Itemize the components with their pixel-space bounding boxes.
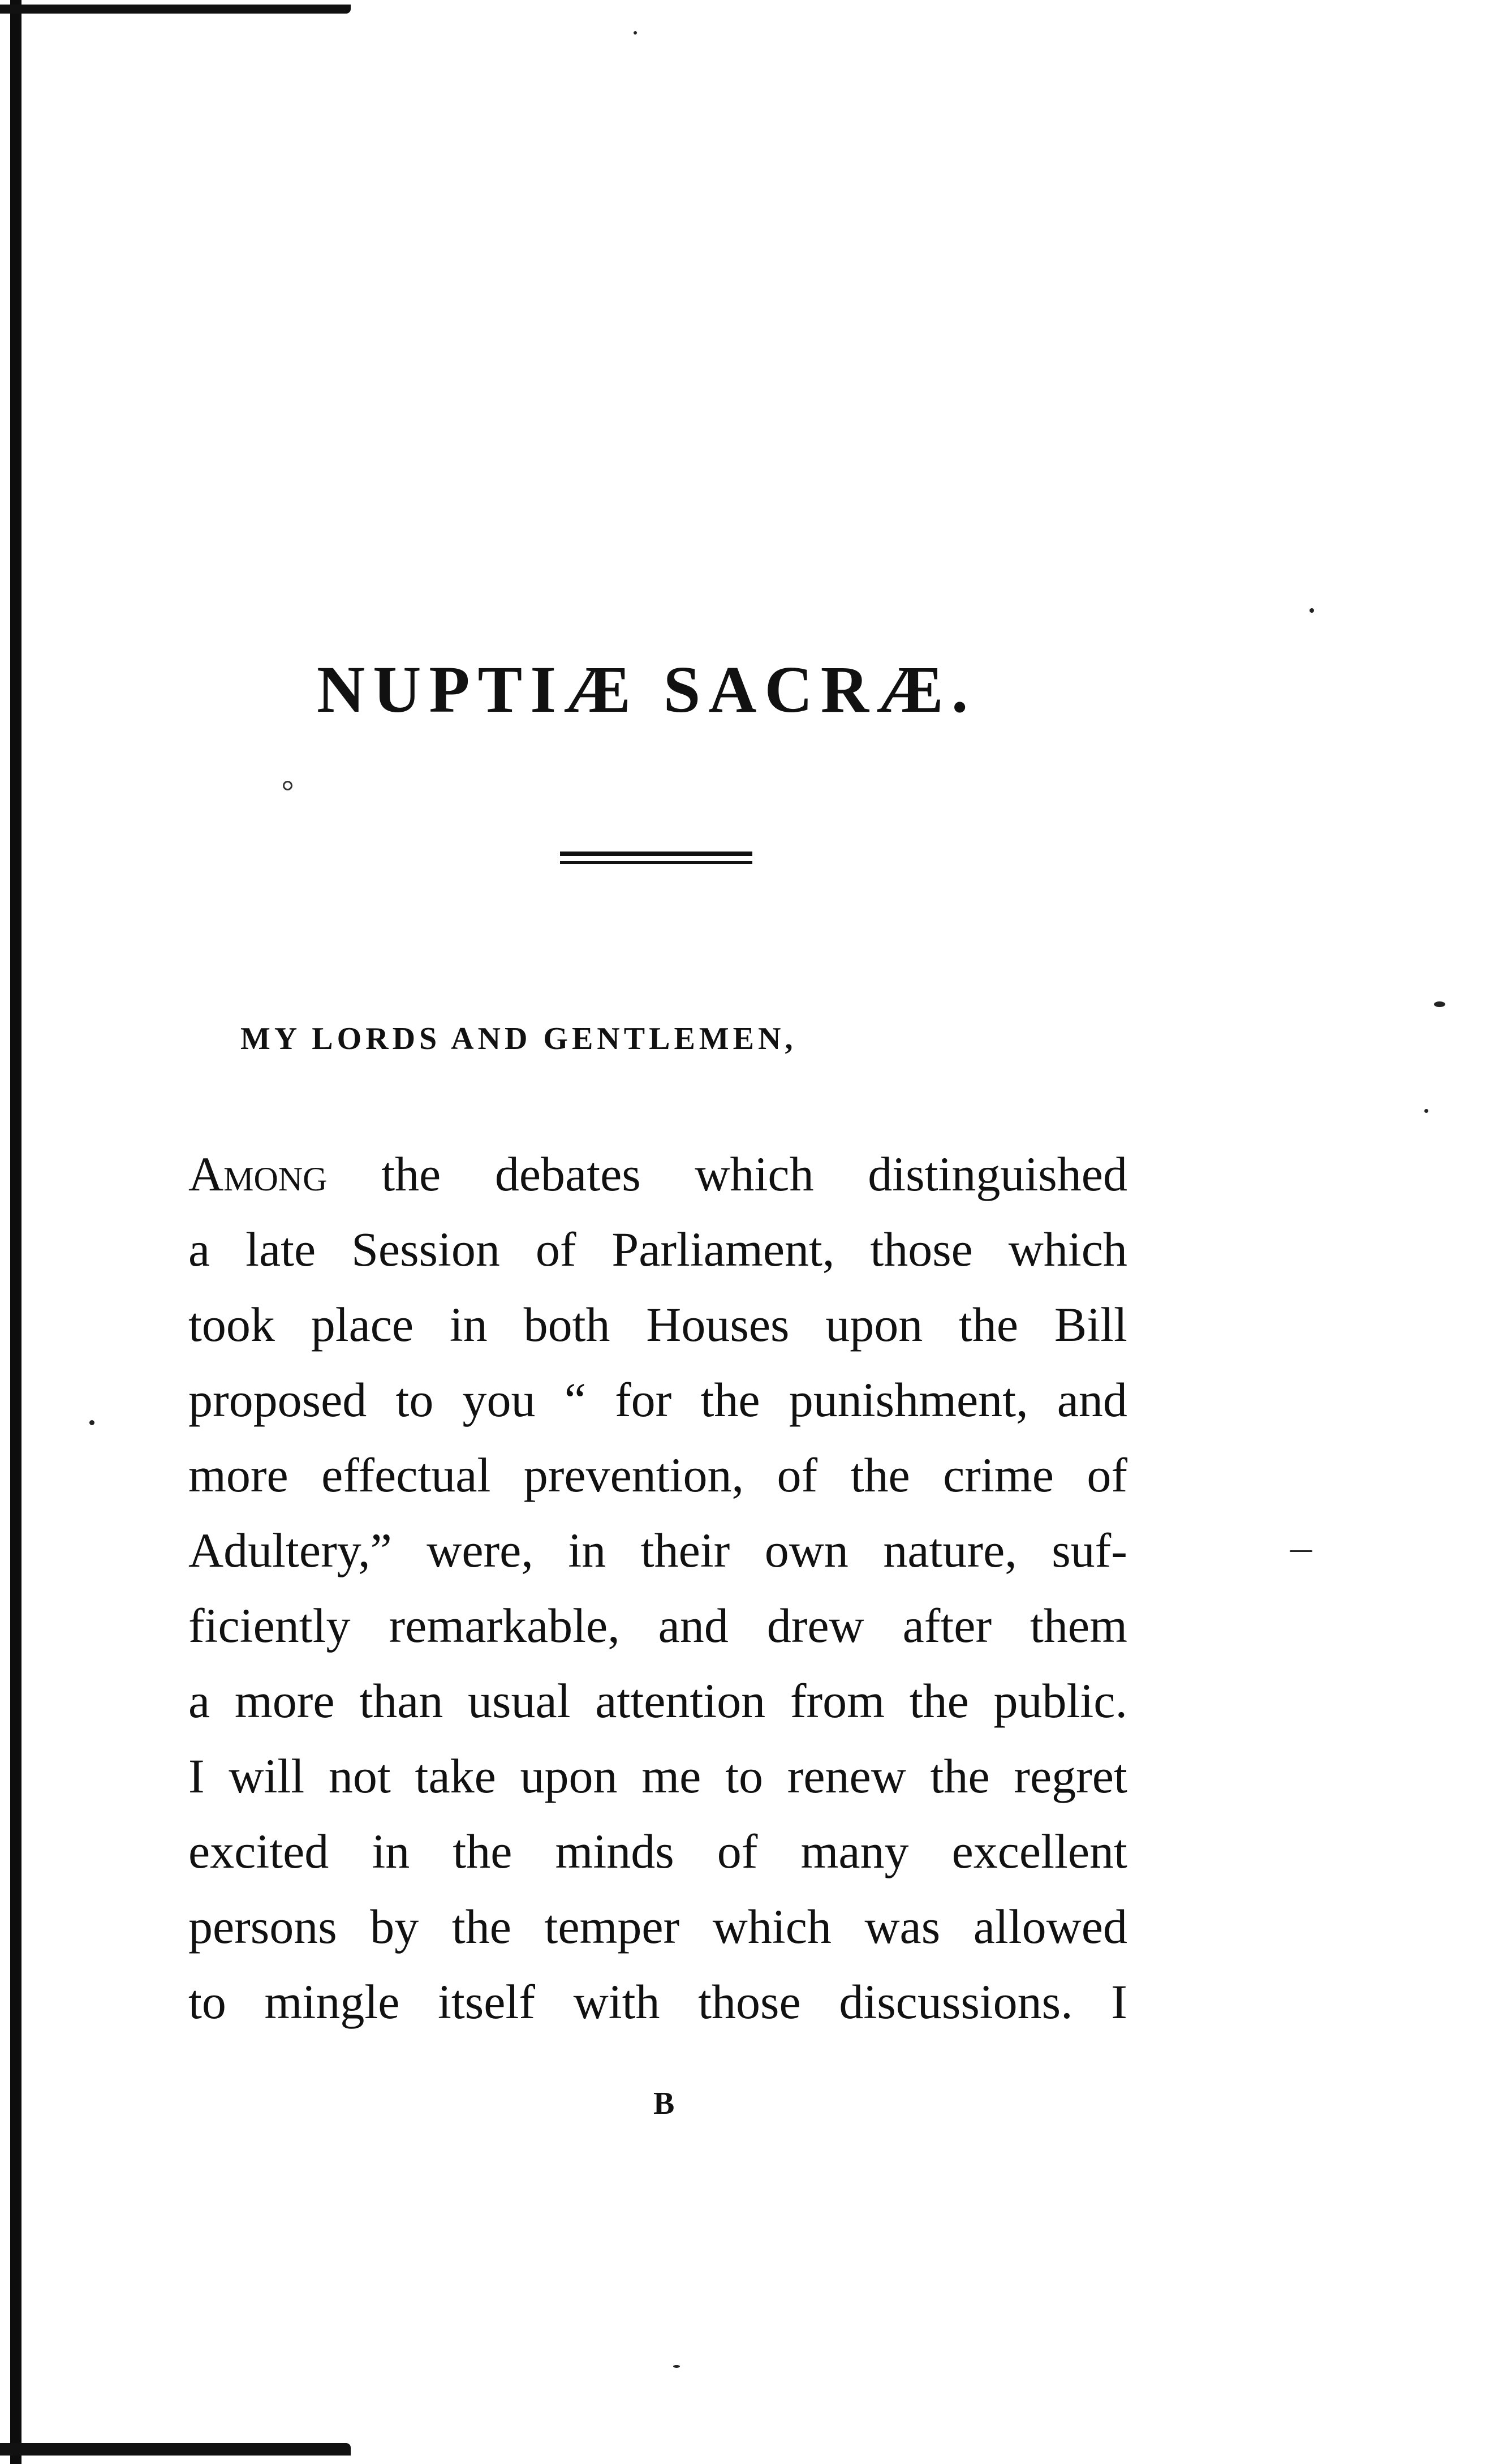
body-paragraph bbox=[188, 1146, 1127, 2049]
word: excited bbox=[188, 1824, 329, 1878]
word: suf- bbox=[1052, 1523, 1127, 1577]
word: public. bbox=[993, 1674, 1127, 1728]
page-title: NUPTIÆ SACRÆ. bbox=[317, 652, 976, 726]
signature-mark: B bbox=[653, 2086, 675, 2121]
word: attention bbox=[595, 1674, 766, 1728]
word: the bbox=[850, 1448, 910, 1502]
word: Adultery,” bbox=[188, 1523, 392, 1577]
word: late bbox=[245, 1222, 316, 1276]
word: and bbox=[658, 1598, 729, 1653]
word: regret bbox=[1014, 1749, 1127, 1803]
text-line bbox=[188, 1973, 1127, 2049]
word: in bbox=[449, 1297, 488, 1352]
scan-speck bbox=[283, 781, 292, 790]
word: prevention, bbox=[523, 1448, 744, 1502]
word: renew bbox=[787, 1749, 906, 1803]
word: take bbox=[415, 1749, 496, 1803]
word: more bbox=[188, 1448, 288, 1502]
word: by bbox=[370, 1899, 419, 1954]
word: to bbox=[725, 1749, 763, 1803]
scan-speck bbox=[1290, 1550, 1312, 1552]
binding-edge-top bbox=[0, 5, 351, 14]
word: the bbox=[930, 1749, 990, 1803]
text-line bbox=[188, 1672, 1127, 1748]
word: in bbox=[568, 1523, 606, 1577]
word: mingle bbox=[264, 1975, 400, 2029]
rule-line bbox=[560, 861, 752, 864]
word: the bbox=[700, 1373, 760, 1427]
word: and bbox=[1057, 1373, 1127, 1427]
word: were, bbox=[427, 1523, 533, 1577]
word: “ bbox=[564, 1373, 586, 1427]
word: will bbox=[229, 1749, 305, 1803]
word: upon bbox=[520, 1749, 618, 1803]
word: after bbox=[902, 1598, 992, 1653]
word: place bbox=[311, 1297, 414, 1352]
word: drew bbox=[766, 1598, 864, 1653]
word: proposed bbox=[188, 1373, 367, 1427]
word: from bbox=[790, 1674, 885, 1728]
text-line bbox=[188, 1597, 1127, 1672]
word: upon bbox=[825, 1297, 923, 1352]
word: which bbox=[695, 1147, 814, 1201]
text-line bbox=[188, 1296, 1127, 1371]
word: the bbox=[909, 1674, 969, 1728]
word: Among bbox=[188, 1147, 328, 1201]
word: which bbox=[712, 1899, 832, 1954]
word: persons bbox=[188, 1899, 337, 1954]
word: many bbox=[800, 1824, 909, 1878]
text-line bbox=[188, 1221, 1127, 1296]
word: of bbox=[717, 1824, 758, 1878]
word: which bbox=[1008, 1222, 1127, 1276]
salutation: MY LORDS AND GENTLEMEN, bbox=[240, 1021, 797, 1056]
word: a bbox=[188, 1674, 210, 1728]
word: was bbox=[864, 1899, 941, 1954]
word: own bbox=[764, 1523, 848, 1577]
word: minds bbox=[555, 1824, 674, 1878]
word: not bbox=[328, 1749, 391, 1803]
word: allowed bbox=[973, 1899, 1127, 1954]
word: Parliament, bbox=[611, 1222, 835, 1276]
word: of bbox=[777, 1448, 818, 1502]
word: those bbox=[698, 1975, 801, 2029]
text-line bbox=[188, 1371, 1127, 1447]
word: remarkable, bbox=[389, 1598, 620, 1653]
word: more bbox=[234, 1674, 335, 1728]
scan-speck bbox=[89, 1420, 94, 1425]
word: a bbox=[188, 1222, 210, 1276]
text-line bbox=[188, 1898, 1127, 1973]
word: punishment, bbox=[789, 1373, 1028, 1427]
text-line bbox=[188, 1823, 1127, 1898]
word: debates bbox=[494, 1147, 641, 1201]
scan-speck bbox=[634, 31, 637, 35]
scan-speck bbox=[1434, 1001, 1445, 1007]
word: excellent bbox=[951, 1824, 1127, 1878]
word: Bill bbox=[1054, 1297, 1127, 1352]
word: the bbox=[381, 1147, 441, 1201]
word: itself bbox=[438, 1975, 535, 2029]
word: of bbox=[535, 1222, 576, 1276]
word: discussions. bbox=[839, 1975, 1073, 2029]
text-line bbox=[188, 1447, 1127, 1522]
word: nature, bbox=[883, 1523, 1017, 1577]
word: usual bbox=[468, 1674, 571, 1728]
text-line bbox=[188, 1146, 1127, 1221]
scan-speck bbox=[673, 2365, 680, 2368]
scan-speck bbox=[1424, 1109, 1428, 1113]
word: Houses bbox=[646, 1297, 790, 1352]
binding-edge bbox=[10, 0, 21, 2464]
word: temper bbox=[544, 1899, 680, 1954]
word: took bbox=[188, 1297, 275, 1352]
word: the bbox=[451, 1899, 511, 1954]
word: the bbox=[959, 1297, 1019, 1352]
word: in bbox=[372, 1824, 410, 1878]
word: to bbox=[395, 1373, 434, 1427]
word: with bbox=[573, 1975, 660, 2029]
word: you bbox=[462, 1373, 536, 1427]
word: those bbox=[870, 1222, 973, 1276]
binding-edge-bottom bbox=[0, 2443, 351, 2456]
word: Session bbox=[351, 1222, 500, 1276]
word: crime bbox=[943, 1448, 1054, 1502]
word: them bbox=[1030, 1598, 1127, 1653]
scan-speck bbox=[1310, 608, 1314, 613]
rule-line bbox=[560, 852, 752, 856]
word: than bbox=[359, 1674, 443, 1728]
word: of bbox=[1087, 1448, 1127, 1502]
word: both bbox=[523, 1297, 610, 1352]
word: the bbox=[453, 1824, 512, 1878]
word: distinguished bbox=[868, 1147, 1127, 1201]
text-line bbox=[188, 1748, 1127, 1823]
word: ficiently bbox=[188, 1598, 351, 1653]
text-line bbox=[188, 1522, 1127, 1597]
word: to bbox=[188, 1975, 226, 2029]
word: for bbox=[615, 1373, 672, 1427]
word: me bbox=[641, 1749, 701, 1803]
word: I bbox=[1111, 1975, 1127, 2029]
title-double-rule bbox=[560, 852, 752, 864]
word: effectual bbox=[321, 1448, 491, 1502]
word: I bbox=[188, 1749, 205, 1803]
word: their bbox=[640, 1523, 730, 1577]
